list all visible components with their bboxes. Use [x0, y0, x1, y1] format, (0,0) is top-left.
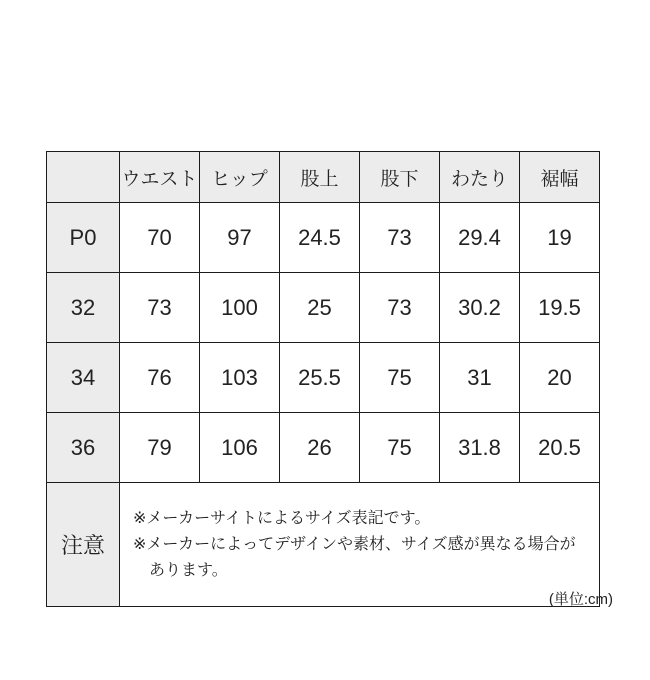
value-cell: 19.5 [520, 273, 600, 343]
table-row-34 [47, 343, 600, 413]
value-cell: 73 [120, 273, 200, 343]
row-label: 34 [47, 343, 120, 413]
value-cell: 31.8 [440, 413, 520, 483]
value-cell: 73 [360, 203, 440, 273]
size-chart-table [46, 151, 600, 607]
row-label: P0 [47, 203, 120, 273]
value-cell: 100 [200, 273, 280, 343]
value-cell: 75 [360, 413, 440, 483]
note-line-3: あります。 [149, 561, 228, 579]
value-cell: 103 [200, 343, 280, 413]
header-row [47, 152, 600, 203]
note-row [47, 483, 600, 607]
note-row-label: 注意 [47, 483, 120, 607]
value-cell: 97 [200, 203, 280, 273]
value-cell: 31 [440, 343, 520, 413]
value-cell: 24.5 [280, 203, 360, 273]
table-row-32 [47, 273, 600, 343]
column-header-inseam: 股下 [360, 152, 440, 203]
value-cell: 20.5 [520, 413, 600, 483]
value-cell: 79 [120, 413, 200, 483]
value-cell: 29.4 [440, 203, 520, 273]
value-cell: 25.5 [280, 343, 360, 413]
value-cell: 106 [200, 413, 280, 483]
table-row-p0 [47, 203, 600, 273]
row-label: 36 [47, 413, 120, 483]
value-cell: 73 [360, 273, 440, 343]
value-cell: 20 [520, 343, 600, 413]
value-cell: 30.2 [440, 273, 520, 343]
value-cell: 19 [520, 203, 600, 273]
note-line-2: ※メーカーによってデザインや素材、サイズ感が異なる場合が [133, 535, 576, 553]
value-cell: 75 [360, 343, 440, 413]
unit-label: (単位:cm) [548, 591, 613, 608]
column-header-rise: 股上 [280, 152, 360, 203]
column-header-waist: ウエスト [120, 152, 200, 203]
value-cell: 76 [120, 343, 200, 413]
table-row-36 [47, 413, 600, 483]
column-header-thigh: わたり [440, 152, 520, 203]
value-cell: 26 [280, 413, 360, 483]
note-line-1: ※メーカーサイトによるサイズ表記です。 [133, 509, 431, 527]
row-label: 32 [47, 273, 120, 343]
value-cell: 70 [120, 203, 200, 273]
column-header-hip: ヒップ [200, 152, 280, 203]
value-cell: 25 [280, 273, 360, 343]
corner-header-cell [47, 152, 120, 203]
note-cell [120, 483, 600, 607]
column-header-hem-width: 裾幅 [520, 152, 600, 203]
